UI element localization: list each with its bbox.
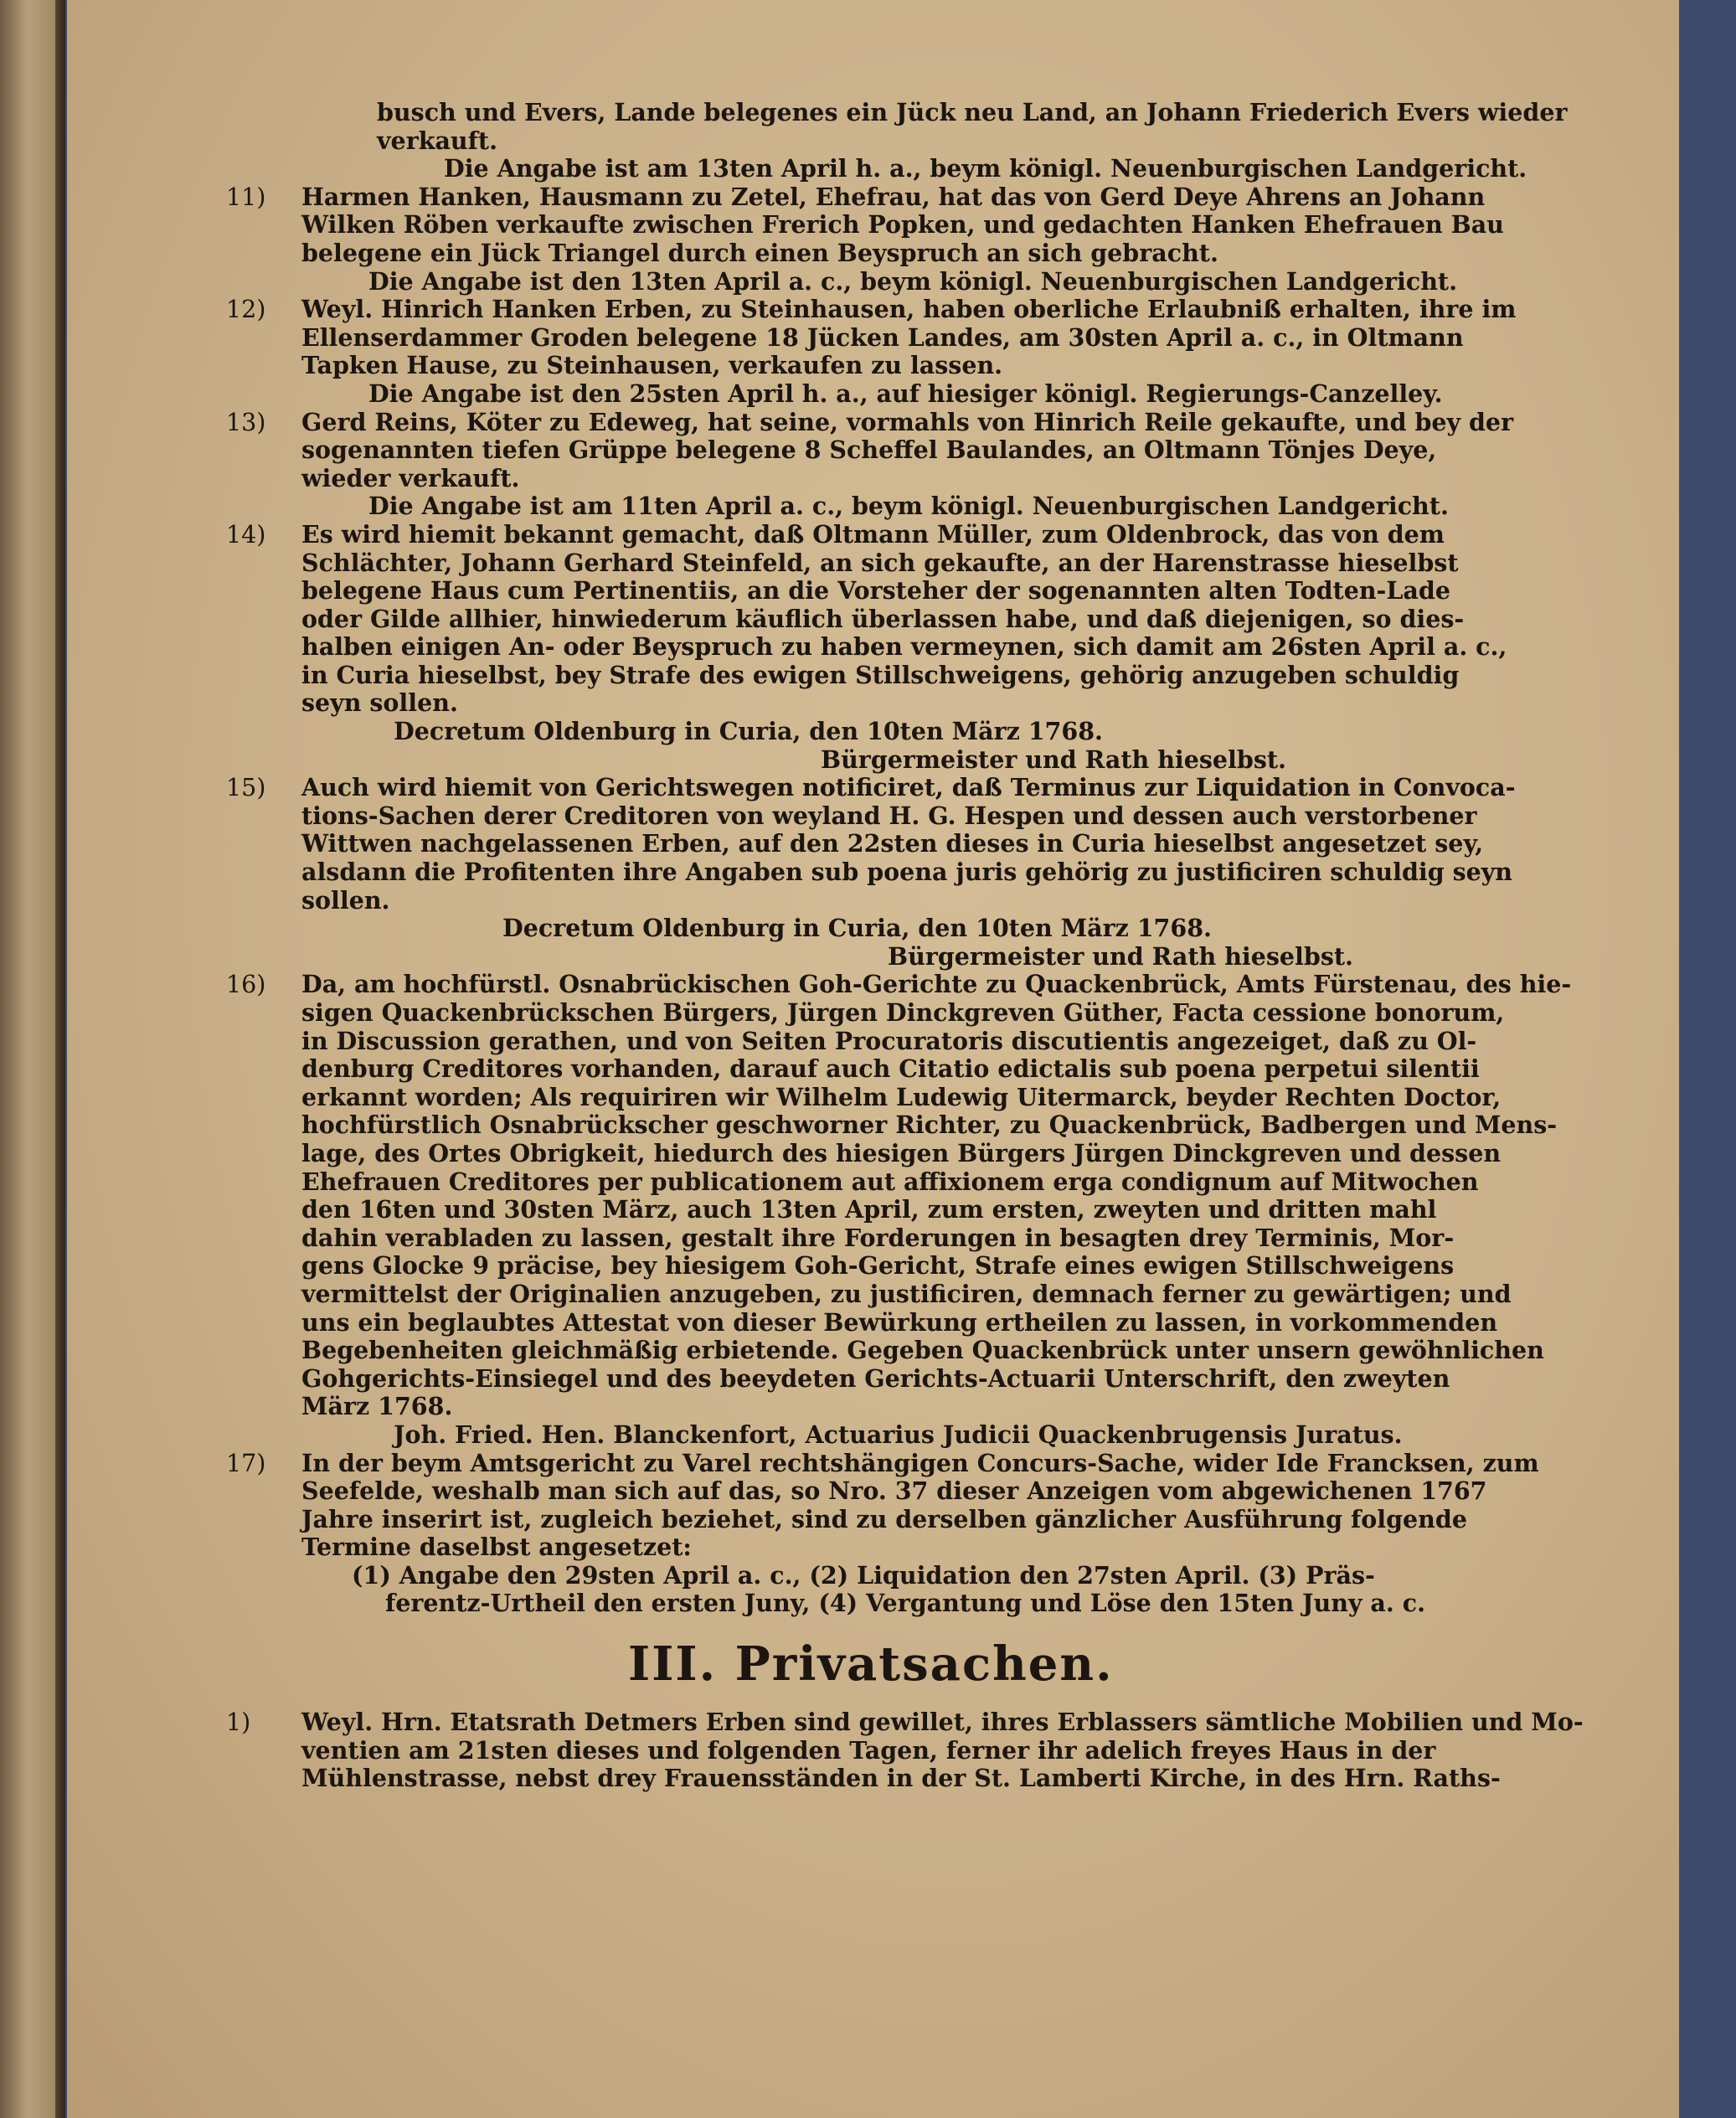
line: gens Glocke 9 präcise, bey hiesigem Goh-Gericht, Strafe eines ewigen Stillschweigens: [301, 1251, 1455, 1281]
line: denburg Creditores vorhanden, darauf auch Citatio edictalis sub poena perpetui silentii: [301, 1054, 1480, 1084]
line: dahin verabladen zu lassen, gestalt ihre Forderungen in besagten drey Terminis, Mor-: [301, 1223, 1455, 1252]
line: den 16ten und 30sten März, auch 13ten April, zum ersten, zweyten und dritten mahl: [301, 1195, 1437, 1224]
line: uns ein beglaubtes Attestat von dieser Bewürkung ertheilen zu lassen, in vorkommenden: [301, 1307, 1498, 1337]
signature: Bürgermeister und Rath hieselbst.: [821, 745, 1286, 774]
line: Gohgerichts-Einsiegel und des beeydeten Gerichts-Actuarii Unterschrift, den zweyten: [301, 1363, 1450, 1393]
line: Tapken Hause, zu Steinhausen, verkaufen zu lassen.: [301, 351, 1003, 380]
line: Schlächter, Johann Gerhard Steinfeld, an sich gekaufte, an der Harenstrasse hieselbst: [301, 548, 1459, 577]
terms: ferentz-Urtheil den ersten Juny, (4) Vergantung und Löse den 15ten Juny a. c.: [385, 1589, 1426, 1618]
line: wieder verkauft.: [301, 463, 520, 492]
note: Joh. Fried. Hen. Blanckenfort, Actuarius Judicii Quackenbrugensis Juratus.: [394, 1420, 1403, 1449]
line: Da, am hochfürstl. Osnabrückischen Goh-Gerichte zu Quackenbrück, Amts Fürstenau, des hie-: [301, 970, 1572, 999]
line: Gerd Reins, Köter zu Edeweg, hat seine, vormahls von Hinrich Reile gekaufte, und bey der: [301, 407, 1514, 436]
left-page-edge: [0, 0, 60, 2118]
line: sogenannten tiefen Grüppe belegene 8 Scheffel Baulandes, an Oltmann Tönjes Deye,: [301, 435, 1437, 465]
line: Ellenserdammer Groden belegene 18 Jücken Landes, am 30sten April a. c., in Oltmann: [301, 322, 1464, 352]
line: ventien am 21sten dieses und folgenden Tagen, ferner ihr adelich freyes Haus in der: [301, 1735, 1436, 1765]
line: sollen.: [301, 885, 390, 915]
line: Wittwen nachgelassenen Erben, auf den 22sten dieses in Curia hieselbst angesetzet sey,: [301, 829, 1484, 858]
entry-number: 15): [226, 774, 266, 802]
line: seyn sollen.: [301, 688, 458, 718]
entry-12: [226, 295, 1517, 408]
line: alsdann die Profitenten ihre Angaben sub poena juris gehörig zu justificiren schuldig seyn: [301, 858, 1513, 887]
document-page: [67, 0, 1679, 2118]
entry-number: 11): [226, 183, 266, 211]
line: Wilken Röben verkaufte zwischen Frerich Popken, und gedachten Hanken Ehefrauen Bau: [301, 210, 1504, 240]
line: belegene ein Jück Triangel durch einen Beyspruch an sich gebracht.: [301, 238, 1218, 267]
line: Termine daselbst angesetzet:: [301, 1533, 692, 1562]
line: Jahre inserirt ist, zugleich beziehet, sind zu derselben gänzlicher Ausführung folgende: [301, 1504, 1467, 1533]
line: Mühlenstrasse, nebst drey Frauensständen in der St. Lamberti Kirche, in des Hrn. Raths-: [301, 1764, 1501, 1793]
line: belegene Haus cum Pertinentiis, an die Vorsteher der sogenannten alten Todten-Lade: [301, 576, 1450, 606]
entry-number: 14): [226, 520, 266, 549]
line: in Curia hieselbst, bey Strafe des ewigen Stillschweigens, gehörig anzugeben schuldig: [301, 660, 1460, 689]
line: Begebenheiten gleichmäßig erbietende. Gegeben Quackenbrück unter unsern gewöhnlichen: [301, 1336, 1544, 1365]
line: erkannt worden; Als requiriren wir Wilhelm Ludewig Uitermarck, beyder Rechten Doctor,: [301, 1082, 1502, 1111]
entry-17: [226, 1448, 1539, 1619]
line: Es wird hiemit bekannt gemacht, daß Oltmann Müller, zum Oldenbrock, das von dem: [301, 519, 1445, 549]
entry-number: 13): [226, 408, 266, 436]
line: In der beym Amtsgericht zu Varel rechtshängigen Concurs-Sache, wider Ide Francksen, zum: [301, 1448, 1539, 1477]
line: Seefelde, weshalb man sich auf das, so Nro. 37 dieser Anzeigen vom abgewichenen 1767: [301, 1476, 1487, 1506]
entry-11: [226, 182, 1504, 296]
line: Harmen Hanken, Hausmann zu Zetel, Ehefrau, hat das von Gerd Deye Ahrens an Johann: [301, 182, 1486, 211]
line: Weyl. Hrn. Etatsrath Detmers Erben sind gewillet, ihres Erblassers sämtliche Mobilien und Mo-: [301, 1708, 1584, 1737]
line: sigen Quackenbrückschen Bürgers, Jürgen Dinckgreven Güther, Facta cessione bonorum,: [301, 998, 1505, 1027]
note: Die Angabe ist am 11ten April a. c., beym königl. Neuenburgischen Landgericht.: [368, 492, 1449, 521]
note: Die Angabe ist den 25sten April h. a., auf hiesiger königl. Regierungs-Canzelley.: [368, 379, 1443, 408]
line: Auch wird hiemit von Gerichtswegen notificiret, daß Terminus zur Liquidation in Convoca-: [301, 773, 1516, 802]
line: oder Gilde allhier, hinwiederum käuflich überlassen habe, und daß diejenigen, so dies-: [301, 604, 1465, 633]
line: halben einigen An- oder Beyspruch zu haben vermeynen, sich damit am 26sten April a. c.,: [301, 632, 1507, 662]
entry-13: [226, 407, 1514, 521]
decree: Decretum Oldenburg in Curia, den 10ten März 1768.: [502, 914, 1212, 943]
line: busch und Evers, Lande belegenes ein Jück neu Land, an Johann Friederich Evers wieder: [377, 98, 1568, 126]
line: in Discussion gerathen, und von Seiten Procuratoris discutientis angezeiget, daß zu Ol-: [301, 1026, 1477, 1055]
entry-15: [226, 773, 1516, 971]
line: Die Angabe ist am 13ten April h. a., beym königl. Neuenburgischen Landgericht.: [444, 154, 1527, 183]
decree: Decretum Oldenburg in Curia, den 10ten März 1768.: [394, 717, 1103, 746]
entry-number: 12): [226, 296, 266, 324]
terms: (1) Angabe den 29sten April a. c., (2) Liquidation den 27sten April. (3) Präs-: [352, 1560, 1375, 1590]
line: hochfürstlich Osnabrückscher geschworner Richter, zu Quackenbrück, Badbergen und Mens-: [301, 1111, 1558, 1140]
entry-16: [226, 970, 1572, 1449]
entry-number: 1): [226, 1708, 251, 1737]
entry-number: 16): [226, 971, 266, 999]
entry-14: [226, 519, 1507, 774]
line: verkauft.: [377, 126, 497, 155]
page-text: [226, 98, 1584, 1793]
line: lage, des Ortes Obrigkeit, hiedurch des hiesigen Bürgers Jürgen Dinckgreven und dessen: [301, 1138, 1502, 1167]
line: vermittelst der Originalien anzugeben, zu justificiren, demnach ferner zu gewärtigen; und: [301, 1279, 1512, 1308]
note: Die Angabe ist den 13ten April a. c., beym königl. Neuenburgischen Landgericht.: [368, 266, 1458, 296]
entry-number: 17): [226, 1449, 266, 1477]
line: März 1768.: [301, 1392, 453, 1421]
line: Ehefrauen Creditores per publicationem aut affixionem erga condignum auf Mitwochen: [301, 1167, 1479, 1196]
signature: Bürgermeister und Rath hieselbst.: [888, 941, 1353, 971]
section-heading: III. Privatsachen.: [628, 1636, 1114, 1693]
line: tions-Sachen derer Creditoren von weyland H. G. Hespen und dessen auch verstorbener: [301, 801, 1477, 830]
line: Weyl. Hinrich Hanken Erben, zu Steinhausen, haben oberliche Erlaubniß erhalten, ihre im: [301, 295, 1517, 324]
private-entry-1: [226, 1708, 1584, 1793]
